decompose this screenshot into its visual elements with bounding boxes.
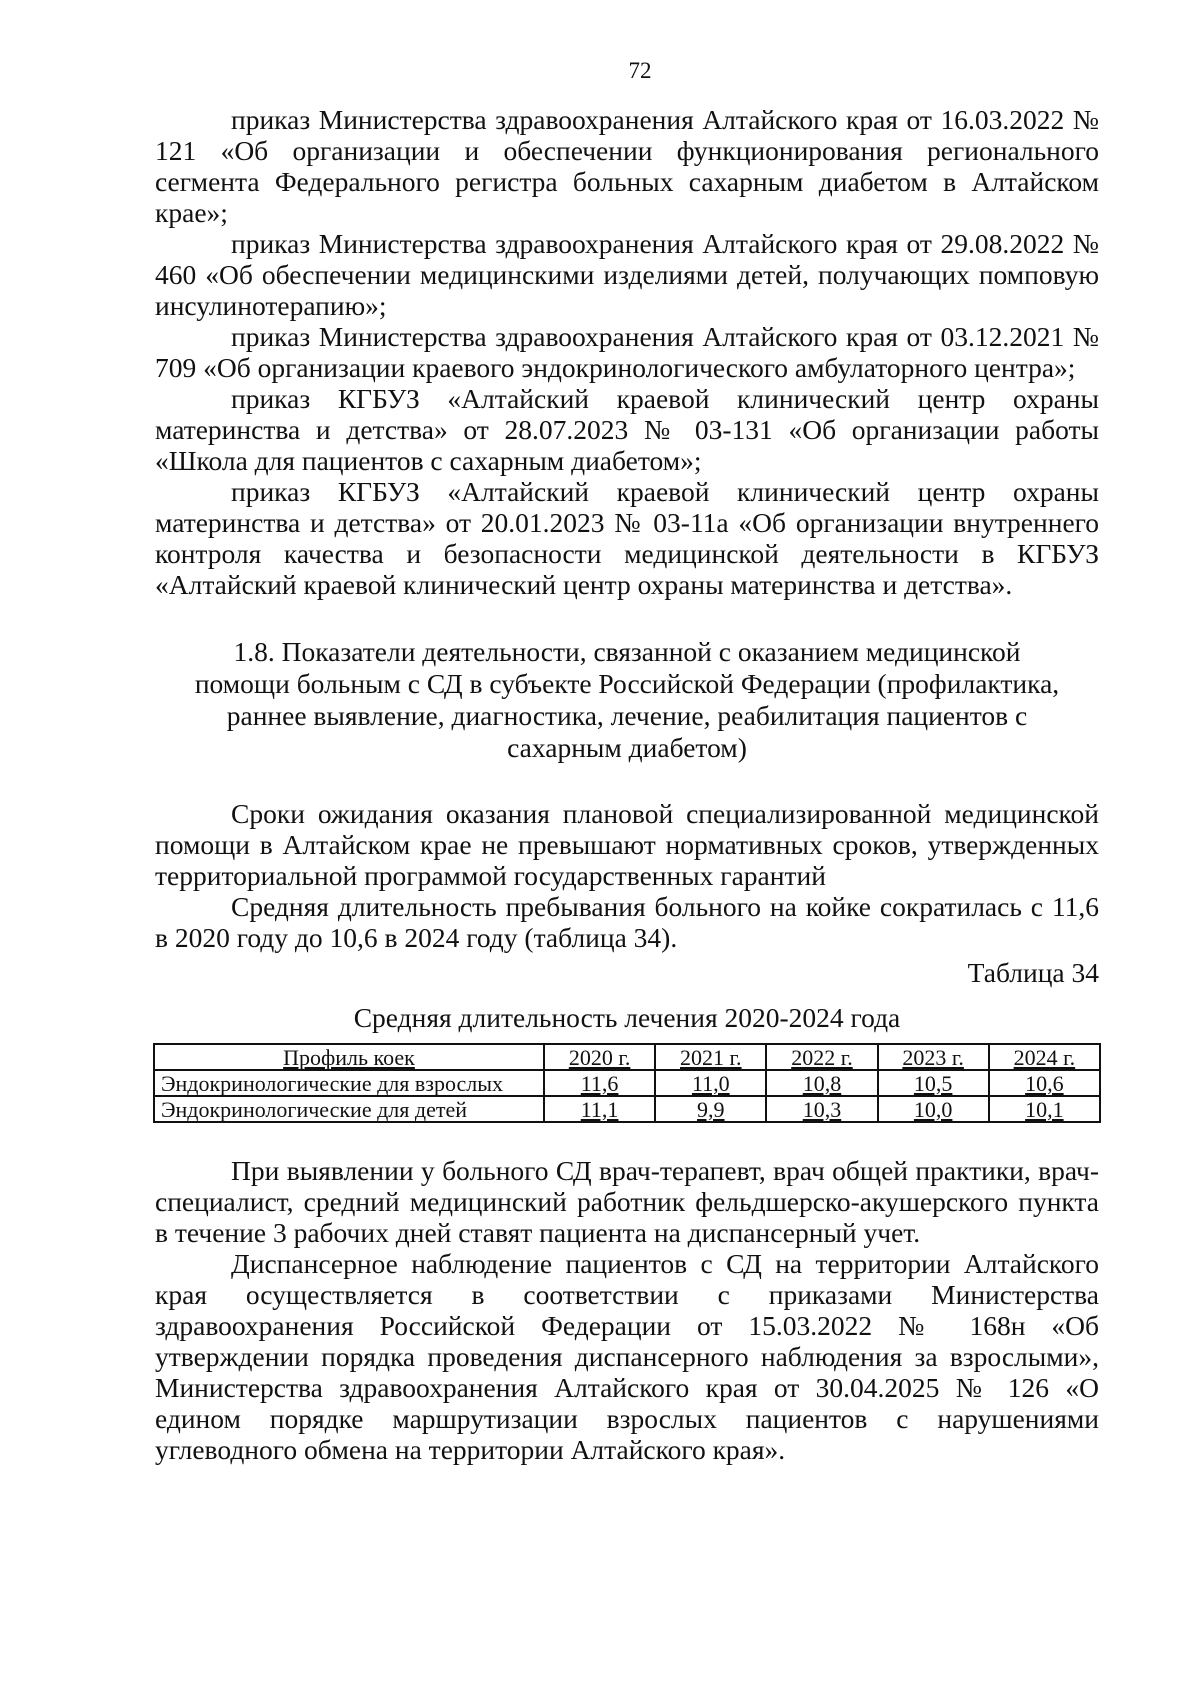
table-cell: 10,3 xyxy=(766,1096,877,1122)
order-item: приказ КГБУЗ «Алтайский краевой клинический центр охраны материнства и детства» от 20.01.2023 № 03-11а «Об организации внутреннего контроля качества и безопасности медицинской деятельности в КГБУЗ «Алтайский краевой клинический центр охраны материнства и детства». xyxy=(155,476,1099,600)
table-header-cell: Профиль коек xyxy=(154,1044,544,1070)
order-item: приказ Министерства здравоохранения Алтайского края от 03.12.2021 № 709 «Об организации краевого эндокринологического амбулаторного центра»; xyxy=(155,321,1099,383)
table-header-row xyxy=(154,1044,1100,1070)
section-heading-line: сахарным диабетом) xyxy=(507,732,747,763)
orders-list xyxy=(155,104,1099,600)
paragraphs-after-table xyxy=(155,1155,1099,1465)
body-paragraph: Сроки ожидания оказания плановой специализированной медицинской помощи в Алтайском крае не превышают нормативных сроков, утвержденных территориальной программой государственных гарантий xyxy=(155,798,1099,891)
table-cell-profile: Эндокринологические для детей xyxy=(154,1096,544,1122)
table-header-cell: 2023 г. xyxy=(878,1044,989,1070)
section-heading xyxy=(155,636,1099,764)
table-row xyxy=(154,1096,1100,1122)
table-cell: 11,1 xyxy=(544,1096,655,1122)
table-cell: 9,9 xyxy=(655,1096,766,1122)
order-item: приказ КГБУЗ «Алтайский краевой клинический центр охраны материнства и детства» от 28.07.2023 № 03-131 «Об организации работы «Школа для пациентов с сахарным диабетом»; xyxy=(155,383,1099,476)
table-cell: 11,6 xyxy=(544,1070,655,1096)
table-cell: 10,0 xyxy=(878,1096,989,1122)
order-item: приказ Министерства здравоохранения Алтайского края от 29.08.2022 № 460 «Об обеспечении медицинскими изделиями детей, получающих помповую инсулинотерапию»; xyxy=(155,228,1099,321)
section-heading-line: раннее выявление, диагностика, лечение, реабилитация пациентов с xyxy=(226,700,1028,731)
table-header-cell: 2024 г. xyxy=(989,1044,1100,1070)
table-header-cell: 2020 г. xyxy=(544,1044,655,1070)
paragraphs-before-table xyxy=(155,798,1099,953)
section-heading-line: 1.8. Показатели деятельности, связанной с оказанием медицинской xyxy=(233,636,1021,667)
table-title: Средняя длительность лечения 2020-2024 года xyxy=(353,1002,901,1033)
body-paragraph: При выявлении у больного СД врач-терапевт, врач общей практики, врач-специалист, средний медицинский работник фельдшерско-акушерского пункта в течение 3 рабочих дней ставят пациента на диспансерный учет. xyxy=(155,1155,1099,1248)
table-header-cell: 2021 г. xyxy=(655,1044,766,1070)
table-header-cell: 2022 г. xyxy=(766,1044,877,1070)
table-cell: 11,0 xyxy=(655,1070,766,1096)
table-cell: 10,6 xyxy=(989,1070,1100,1096)
table-cell-profile: Эндокринологические для взрослых xyxy=(154,1070,544,1096)
body-paragraph: Диспансерное наблюдение пациентов с СД на территории Алтайского края осуществляется в соответствии с приказами Министерства здравоохранения Российской Федерации от 15.03.2022 № 168н «Об утверждении порядка проведения диспансерного наблюдения за взрослыми», Министерства здравоохранения Алтайского края от 30.04.2025 № 126 «О едином порядке маршрутизации взрослых пациентов с нарушениями углеводного обмена на территории Алтайского края». xyxy=(155,1248,1099,1465)
table-cell: 10,1 xyxy=(989,1096,1100,1122)
table-row xyxy=(154,1070,1100,1096)
order-item: приказ Министерства здравоохранения Алтайского края от 16.03.2022 № 121 «Об организации и обеспечении функционирования регионального сегмента Федерального регистра больных сахарным диабетом в Алтайском крае»; xyxy=(155,104,1099,228)
page-number: 72 xyxy=(628,58,652,83)
section-heading-line: помощи больным с СД в субъекте Российской Федерации (профилактика, xyxy=(194,668,1060,699)
table-label: Таблица 34 xyxy=(967,957,1099,988)
table-cell: 10,8 xyxy=(766,1070,877,1096)
document-body xyxy=(155,104,1099,1465)
body-paragraph: Средняя длительность пребывания больного на койке сократилась с 11,6 в 2020 году до 10,6 в 2024 году (таблица 34). xyxy=(155,891,1099,953)
treatment-duration-table xyxy=(153,1043,1101,1123)
table-cell: 10,5 xyxy=(878,1070,989,1096)
